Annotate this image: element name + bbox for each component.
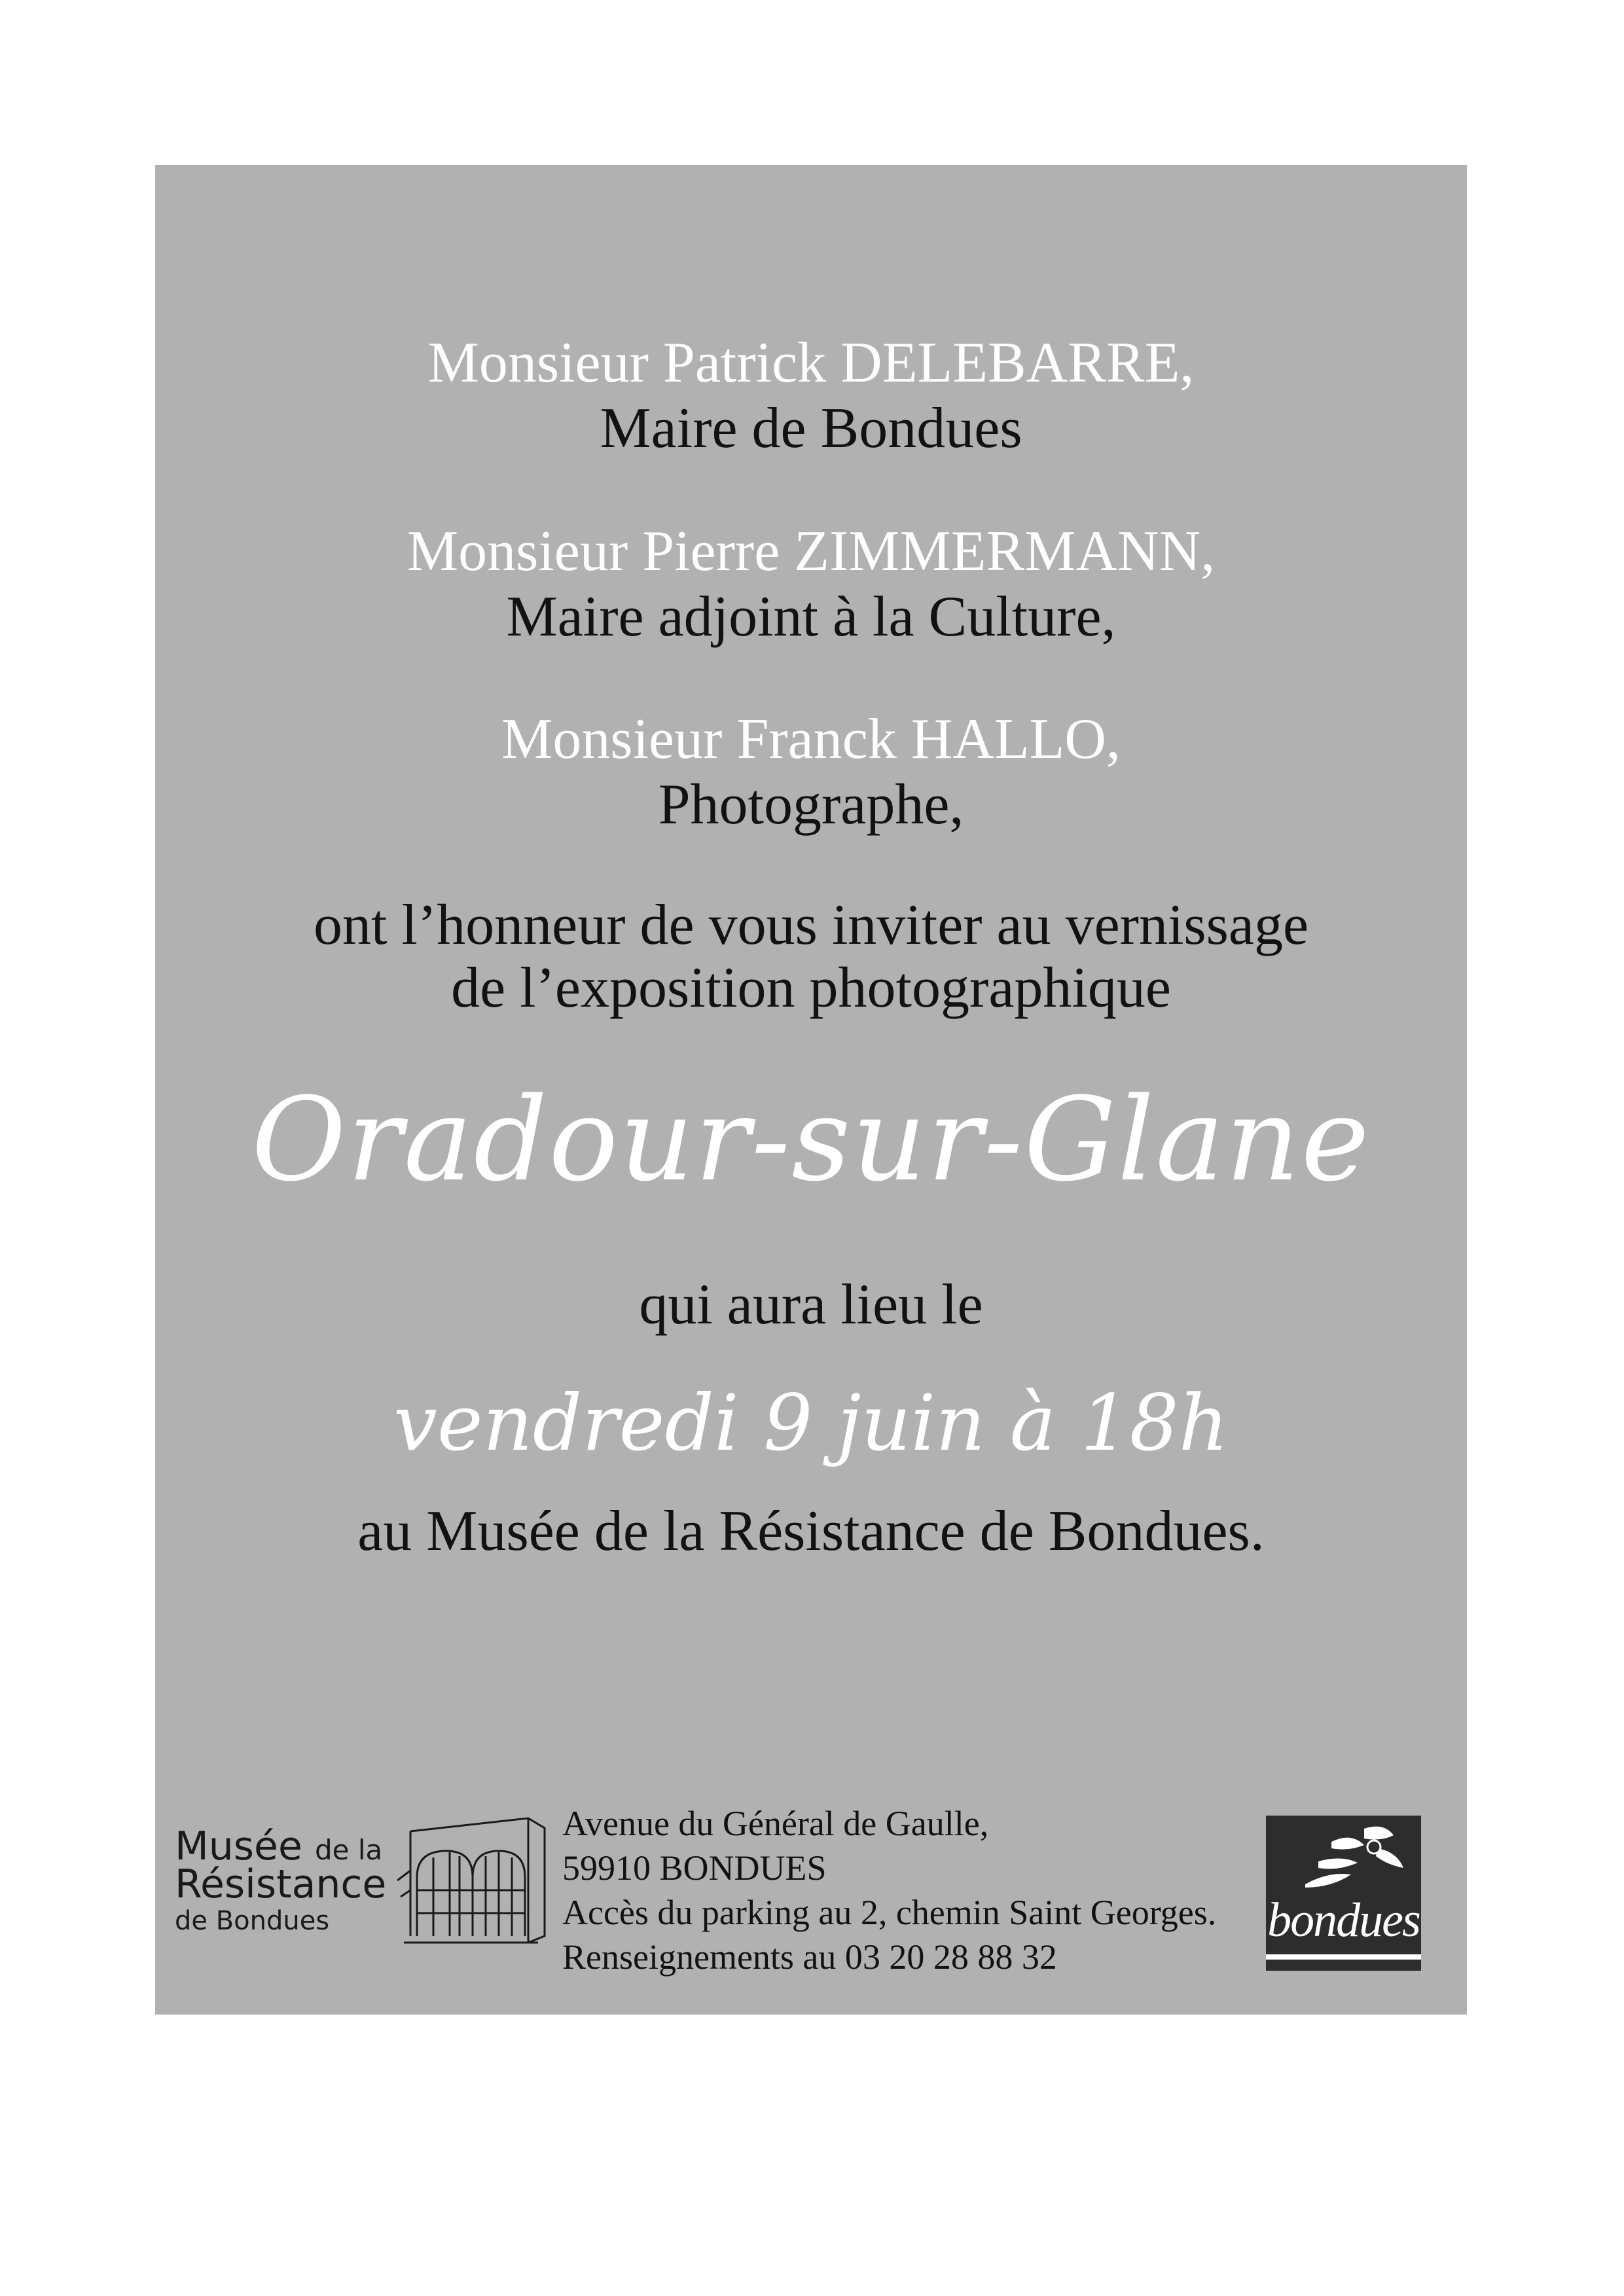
bondues-logo-text: bondues [1267,1893,1420,1947]
bondues-logo-rule [1266,1954,1421,1960]
museum-logo-line-2: Résistance [175,1861,387,1907]
date-block [155,1377,1467,1469]
host-1-name: Monsieur Patrick DELEBARRE, [427,331,1195,395]
museum-logo-word-de-la: de la [314,1834,383,1866]
address-line-3: Accès du parking au 2, chemin Saint Georges. [562,1893,1217,1932]
intro-line-2: de l’exposition photographique [451,956,1171,1020]
invitation-card [155,165,1467,2015]
address-line-4: Renseignements au 03 20 28 88 32 [562,1937,1057,1977]
host-2 [155,519,1467,650]
date-intro-block [155,1274,1467,1336]
host-3-name: Monsieur Franck HALLO, [501,708,1121,771]
exhibition-title: Oradour-sur-Glane [251,1073,1371,1207]
museum-address [562,1801,1216,1979]
address-line-1: Avenue du Général de Gaulle, [562,1804,989,1843]
exhibition-title-block [155,1075,1467,1206]
host-3-role: Photographe, [658,773,964,836]
host-1 [155,331,1467,461]
museum-building-icon [397,1805,554,1949]
address-line-2: 59910 BONDUES [562,1848,827,1888]
host-2-role: Maire adjoint à la Culture, [506,585,1116,649]
museum-logo-line-3: de Bondues [175,1906,330,1936]
venue: au Musée de la Résistance de Bondues. [357,1499,1265,1563]
host-2-name: Monsieur Pierre ZIMMERMANN, [406,520,1216,583]
host-1-role: Maire de Bondues [600,397,1022,460]
bondues-city-logo [1266,1816,1421,1971]
host-3 [155,707,1467,838]
invitation-intro [155,894,1467,1020]
intro-line-1: ont l’honneur de vous inviter au vernissage [313,893,1309,957]
venue-block [155,1500,1467,1563]
date-intro: qui aura lieu le [639,1273,983,1336]
flower-icon [1292,1822,1410,1894]
event-date: vendredi 9 juin à 18h [393,1378,1229,1468]
museum-logo [175,1805,541,1943]
museum-logo-word-musee: Musée [175,1823,302,1869]
